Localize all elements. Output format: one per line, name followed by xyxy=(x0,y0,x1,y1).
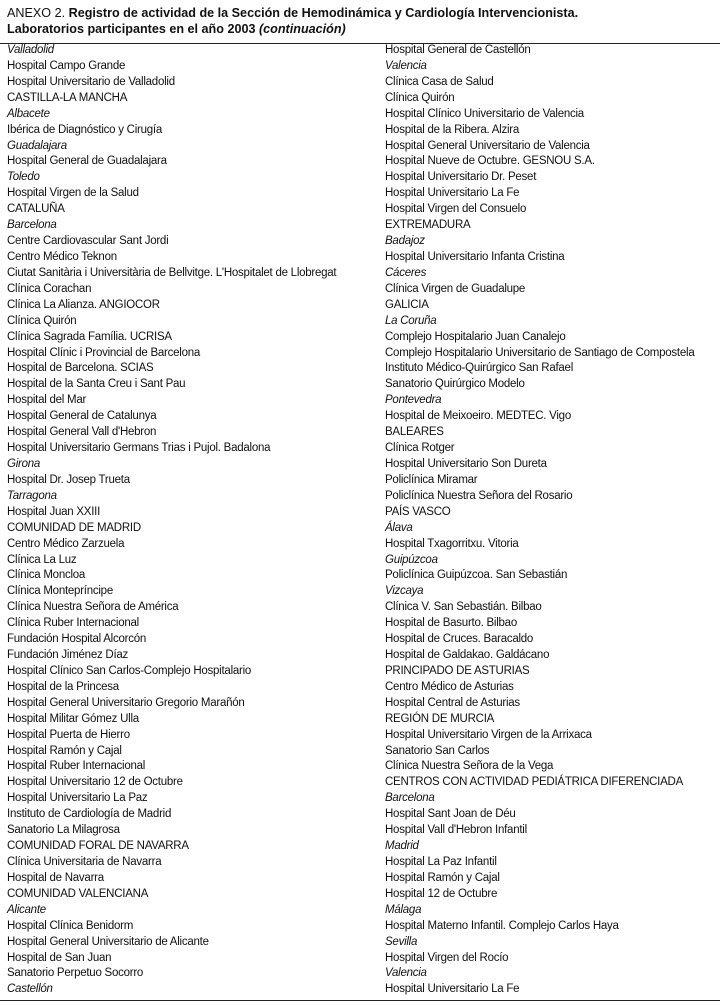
list-item: Hospital Ramón y Cajal xyxy=(385,871,500,884)
list-item: Hospital Universitario Virgen de la Arrixaca xyxy=(385,728,592,741)
list-item: Clínica Montepríncipe xyxy=(7,585,113,598)
list-item: Clínica Nuestra Señora de América xyxy=(7,601,179,614)
list-item: Hospital Juan XXIII xyxy=(7,505,101,518)
list-item: Centro Médico Teknon xyxy=(7,250,117,263)
list-item: PAÍS VASCO xyxy=(385,505,451,518)
list-item: Clínica Moncloa xyxy=(7,569,86,582)
list-item: Hospital Universitario de Valladolid xyxy=(7,75,175,88)
list-item: Hospital Puerta de Hierro xyxy=(7,728,130,741)
list-item: Hospital Universitario 12 de Octubre xyxy=(7,776,183,789)
list-item: Clínica Universitaria de Navarra xyxy=(7,856,162,869)
list-item: Hospital Universitario Dr. Peset xyxy=(385,171,537,184)
city-heading: Barcelona xyxy=(385,792,435,805)
list-item: Hospital de Meixoeiro. MEDTEC. Vigo xyxy=(385,410,571,423)
list-item: Policlínica Nuestra Señora del Rosario xyxy=(385,489,573,502)
city-heading: Castellón xyxy=(7,983,53,996)
list-item: Hospital General Universitario Gregorio Marañón xyxy=(7,696,245,709)
list-item: Hospital General Vall d'Hebron xyxy=(7,426,157,439)
city-heading: Barcelona xyxy=(7,219,57,232)
list-item: Hospital Nueve de Octubre. GESNOU S.A. xyxy=(385,155,595,168)
list-item: Hospital de la Princesa xyxy=(7,680,119,693)
list-item: Clínica Virgen de Guadalupe xyxy=(385,282,526,295)
city-heading: Guadalajara xyxy=(7,139,67,152)
list-item: Hospital General Universitario de Alicante xyxy=(7,935,209,948)
list-item: Instituto de Cardiología de Madrid xyxy=(7,808,172,821)
city-heading: Toledo xyxy=(7,171,40,184)
list-item: Policlínica Miramar xyxy=(385,473,478,486)
city-heading: Madrid xyxy=(385,840,419,853)
list-item: Hospital General Universitario de Valencia xyxy=(385,139,590,152)
city-heading: Alicante xyxy=(7,903,46,916)
list-item: Hospital 12 de Octubre xyxy=(385,887,498,900)
city-heading: Valencia xyxy=(385,59,427,72)
list-item: REGIÓN DE MURCIA xyxy=(385,712,495,725)
list-item: Hospital Virgen del Consuelo xyxy=(385,203,527,216)
list-item: Clínica Sagrada Família. UCRISA xyxy=(7,330,172,343)
list-item: Hospital General de Castellón xyxy=(385,44,531,56)
city-heading: Badajoz xyxy=(385,235,425,248)
list-item: Hospital Universitario Son Dureta xyxy=(385,457,547,470)
list-item: Hospital de Cruces. Baracaldo xyxy=(385,633,534,646)
list-item: Clínica V. San Sebastián. Bilbao xyxy=(385,601,542,614)
list-item: Hospital Ruber Internacional xyxy=(7,760,146,773)
list-item: Fundación Jiménez Díaz xyxy=(7,649,129,662)
list-item: CENTROS CON ACTIVIDAD PEDIÁTRICA DIFERENCIADA xyxy=(385,776,684,789)
list-item: Clínica Quirón xyxy=(385,91,455,104)
title-continuation: (continuación) xyxy=(258,22,346,36)
list-item: Hospital Clínico Universitario de Valencia xyxy=(385,107,584,120)
title-line-1: Registro de actividad de la Sección de Hemodinámica y Cardiología Intervencionista. xyxy=(68,6,579,20)
list-item: Hospital Clínico San Carlos-Complejo Hospitalario xyxy=(7,664,252,677)
list-item: Hospital del Mar xyxy=(7,394,87,407)
list-item: Hospital La Paz Infantil xyxy=(385,856,497,869)
document-title xyxy=(7,5,713,37)
list-item: Hospital Txagorritxu. Vitoria xyxy=(385,537,519,550)
list-item: GALICIA xyxy=(385,298,429,311)
city-heading: Girona xyxy=(7,457,41,470)
city-heading: Valencia xyxy=(385,967,427,980)
list-item: Hospital Virgen del Rocío xyxy=(385,951,509,964)
list-item: Policlínica Guipúzcoa. San Sebastián xyxy=(385,569,568,582)
city-heading: La Coruña xyxy=(385,314,437,327)
list-item: PRINCIPADO DE ASTURIAS xyxy=(385,664,530,677)
list-item: Hospital de Basurto. Bilbao xyxy=(385,617,517,630)
list-item: CASTILLA-LA MANCHA xyxy=(7,91,128,104)
list-item: Hospital de San Juan xyxy=(7,951,112,964)
list-item: Hospital Materno Infantil. Complejo Carlos Haya xyxy=(385,919,619,932)
city-heading: Albacete xyxy=(7,107,50,120)
list-item: Hospital de Barcelona. SCIAS xyxy=(7,362,154,375)
list-item: Clínica Casa de Salud xyxy=(385,75,494,88)
bottom-rule xyxy=(0,1000,720,1001)
list-item: BALEARES xyxy=(385,426,444,439)
list-item: COMUNIDAD VALENCIANA xyxy=(7,887,149,900)
list-item: Clínica Rotger xyxy=(385,442,455,455)
city-heading: Sevilla xyxy=(385,935,418,948)
list-item: Clínica La Alianza. ANGIOCOR xyxy=(7,298,160,311)
list-item: Hospital Universitario La Fe xyxy=(385,187,520,200)
list-item: Complejo Hospitalario Universitario de Santiago de Compostela xyxy=(385,346,695,359)
list-item: Hospital Virgen de la Salud xyxy=(7,187,139,200)
list-item: Hospital Universitario Germans Trias i Pujol. Badalona xyxy=(7,442,271,455)
list-item: Sanatorio San Carlos xyxy=(385,744,490,757)
list-item: Centre Cardiovascular Sant Jordi xyxy=(7,235,169,248)
list-item: Complejo Hospitalario Juan Canalejo xyxy=(385,330,566,343)
list-item: Clínica Ruber Internacional xyxy=(7,617,139,630)
city-heading: Valladolid xyxy=(7,44,54,56)
list-item: Hospital General de Guadalajara xyxy=(7,155,167,168)
list-item: Hospital Clínica Benidorm xyxy=(7,919,134,932)
title-line-2: Laboratorios participantes en el año 2003 xyxy=(7,22,259,36)
left-column-list xyxy=(7,43,375,998)
list-item: EXTREMADURA xyxy=(385,219,471,232)
list-item: Sanatorio Perpetuo Socorro xyxy=(7,967,144,980)
list-item: Centro Médico de Asturias xyxy=(385,680,514,693)
city-heading: Tarragona xyxy=(7,489,57,502)
list-item: Hospital Universitario Infanta Cristina xyxy=(385,250,565,263)
list-item: Ibérica de Diagnóstico y Cirugía xyxy=(7,123,162,136)
list-item: Centro Médico Zarzuela xyxy=(7,537,125,550)
city-heading: Guipúzcoa xyxy=(385,553,438,566)
list-item: Hospital Sant Joan de Déu xyxy=(385,808,516,821)
list-item: Hospital de la Santa Creu i Sant Pau xyxy=(7,378,186,391)
list-item: Hospital Campo Grande xyxy=(7,59,126,72)
list-item: Clínica Nuestra Señora de la Vega xyxy=(385,760,554,773)
list-item: Hospital Militar Gómez Ulla xyxy=(7,712,139,725)
list-item: Hospital de la Ribera. Alzira xyxy=(385,123,520,136)
list-item: Hospital Central de Asturias xyxy=(385,696,520,709)
right-column-list xyxy=(385,43,719,998)
city-heading: Pontevedra xyxy=(385,394,442,407)
list-item: Hospital General de Catalunya xyxy=(7,410,157,423)
list-item: Hospital de Navarra xyxy=(7,871,104,884)
list-item: Clínica Quirón xyxy=(7,314,77,327)
list-item: Hospital de Galdakao. Galdácano xyxy=(385,649,550,662)
list-item: Hospital Universitario La Fe xyxy=(385,983,520,996)
city-heading: Álava xyxy=(385,521,413,534)
list-item: Ciutat Sanitària i Universitària de Bellvitge. L'Hospitalet de Llobregat xyxy=(7,266,337,279)
list-item: Clínica La Luz xyxy=(7,553,77,566)
list-item: Hospital Dr. Josep Trueta xyxy=(7,473,130,486)
list-item: Hospital Ramón y Cajal xyxy=(7,744,122,757)
list-item: Fundación Hospital Alcorcón xyxy=(7,633,146,646)
city-heading: Vizcaya xyxy=(385,585,424,598)
list-item: Instituto Médico-Quirúrgico San Rafael xyxy=(385,362,574,375)
list-item: Hospital Universitario La Paz xyxy=(7,792,148,805)
list-item: COMUNIDAD DE MADRID xyxy=(7,521,141,534)
list-item: CATALUÑA xyxy=(7,203,65,216)
list-item: COMUNIDAD FORAL DE NAVARRA xyxy=(7,840,189,853)
list-item: Hospital Vall d'Hebron Infantil xyxy=(385,824,527,837)
list-item: Sanatorio Quirúrgico Modelo xyxy=(385,378,525,391)
title-prefix: ANEXO 2. xyxy=(7,6,69,20)
city-heading: Málaga xyxy=(385,903,422,916)
city-heading: Cáceres xyxy=(385,266,427,279)
list-item: Hospital Clínic i Provincial de Barcelona xyxy=(7,346,201,359)
list-item: Sanatorio La Milagrosa xyxy=(7,824,120,837)
list-item: Clínica Corachan xyxy=(7,282,92,295)
